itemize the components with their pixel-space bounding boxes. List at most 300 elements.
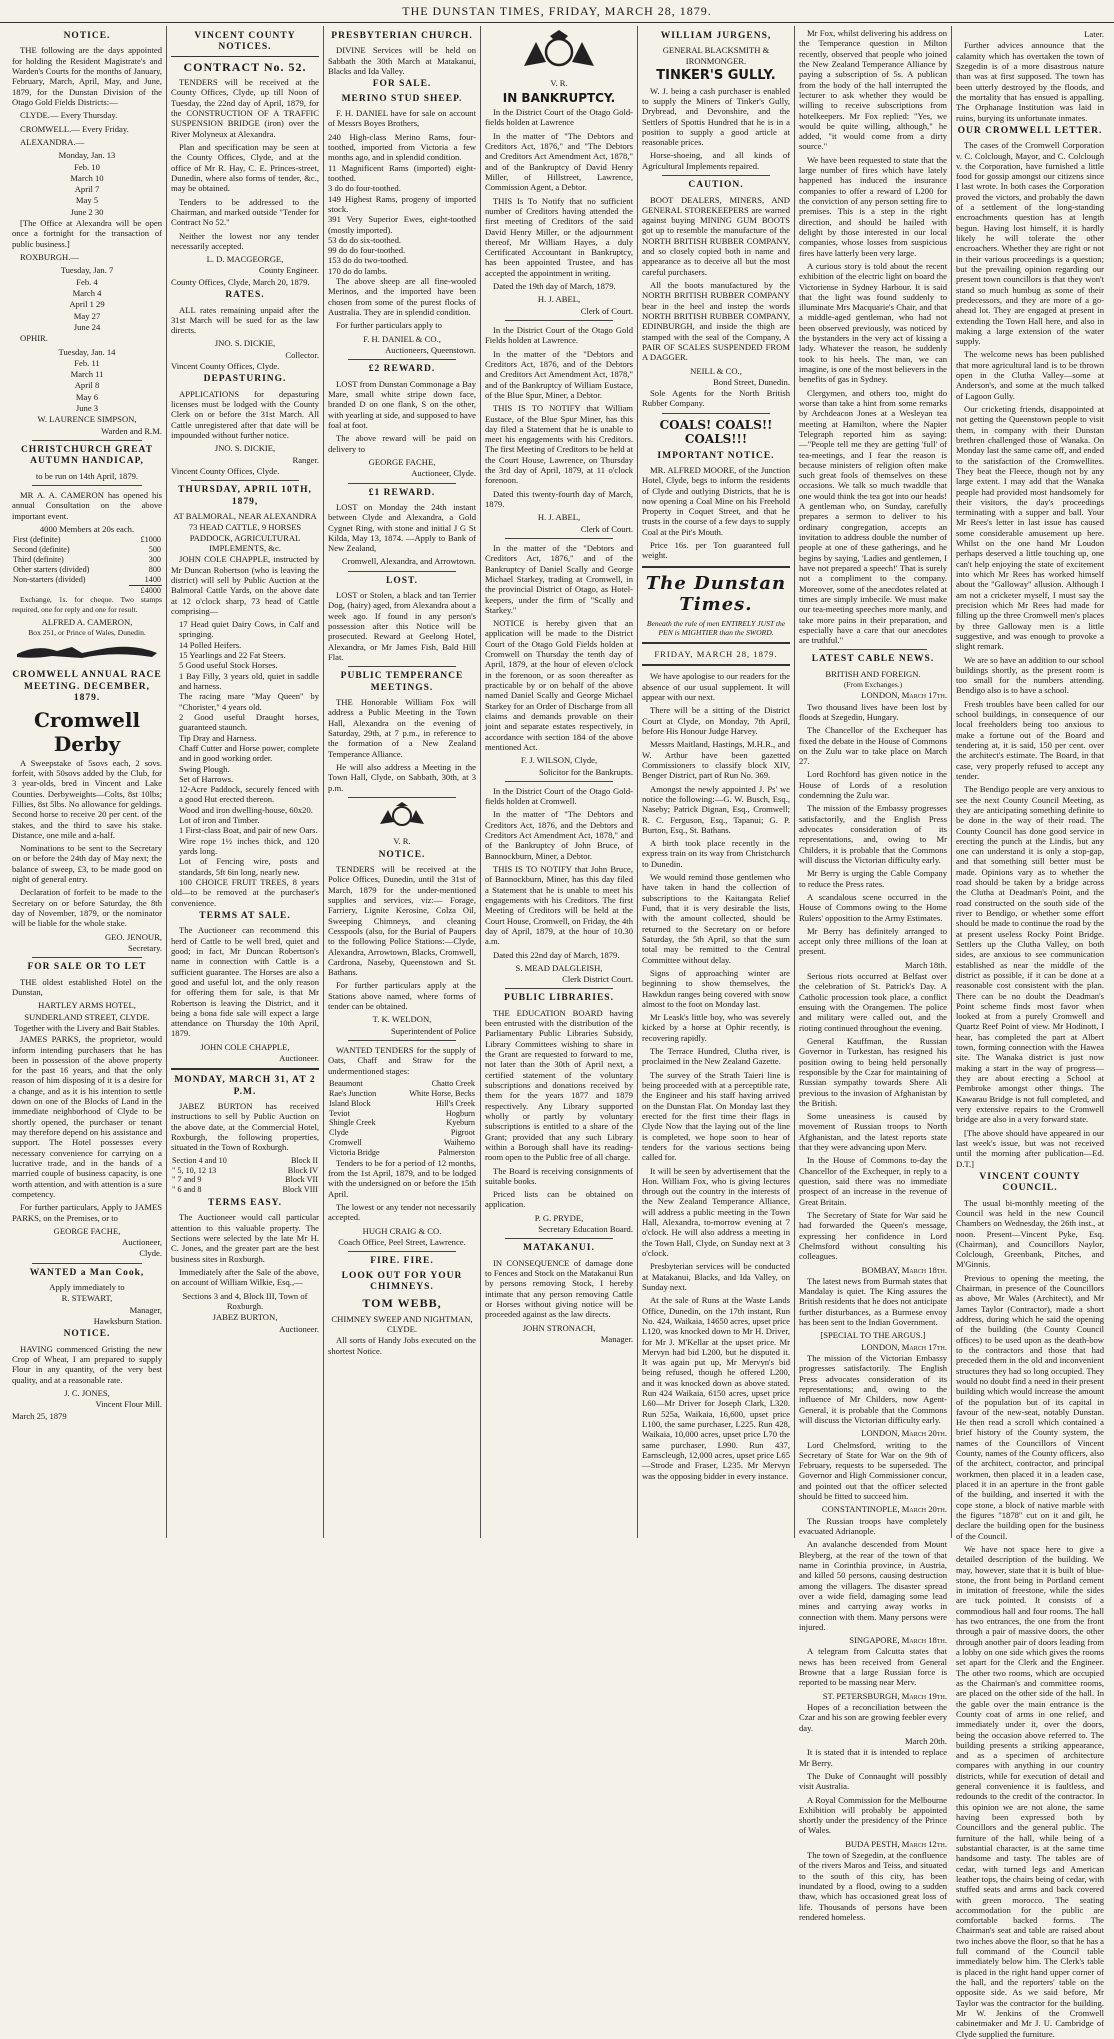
cable-item: General Kauffman, the Russian Governor in Turkestan, has resigned his position owing to being held personally responsible by the Czar for maintaining of Russian sympathy towards Shere Ali previous to the invasion of Afghanistan by the British. [799, 1035, 947, 1108]
cable-item: An avalanche descended from Mount Bleyberg, at the rear of the town of that name in Corinthia province, in Austria, and killed 50 persons, causing destruction among the villagers. The disaster spread over a wide field, damaging some lead mines and carrying away works in connection with them. Many persons were injured. [799, 1539, 947, 1632]
coals-heading: COALS! COALS!! COALS!!! [659, 417, 773, 447]
cable-item: Lord Rochford has given notice in the House of Lords of a resolution condemning the Zulu war. [799, 769, 947, 801]
notice-heading: NOTICE. [63, 31, 111, 41]
cook-role: Manager, [129, 1304, 162, 1315]
cable-item: Some uneasiness is caused by movement of Russian troops to North Afghanistan, and the latest reports state that they were advancing upon Merv. [799, 1111, 947, 1153]
divider [191, 480, 299, 481]
column-2 [167, 26, 324, 1538]
depasturing-body: APPLICATIONS for depasturing licenses must be lodged with the County Clerk on or before the 31st March. All Cattle unregistered after that date will be impounded without further notice. [171, 388, 319, 441]
divider [642, 642, 790, 644]
table-row [328, 1138, 476, 1148]
stage-cell: Clyde [329, 1128, 349, 1138]
after-body: Immediately after the Sale of the above, on account of William Wilkie, Esq.,— [171, 1267, 319, 1288]
hotel-name: HARTLEY ARMS HOTEL, [38, 1000, 136, 1011]
b3-body: In the matter of the "Debtors and Creditors Act, 1876," and of the Bankruptcy of Daniel Scally and George Michael Starkey, trading at Cromwell, in the provincial District of Otago, as Hotel-keepers, under the firm of "Scally and Starkey." [485, 542, 633, 615]
reward1-body: LOST from Dunstan Commonage a Bay Mare, small white stripe down face, branded D on one flank, S on the other, with yearling at side, and supposed to have foal at foot. [328, 378, 476, 430]
stage-cell: White Horse, Becks [409, 1088, 475, 1098]
stages-table [328, 1079, 476, 1158]
libraries-body-2: The Board is receiving consignments of suitable books. [485, 1165, 633, 1186]
table-row [171, 1166, 319, 1176]
contract-body: TENDERS will be received at the County Offices, Clyde, up till Noon of Tuesday, the 22nd day of April, 1879, for the CONSTRUCTION OF A TRAFFIC SUSPENSION BRIDGE (iron) over the River Molyneux at Alexandra. [171, 77, 319, 139]
divider [348, 797, 456, 798]
table-row [328, 1118, 476, 1128]
b3-signature: F. J. WILSON, Clyde, [520, 755, 598, 766]
divider [348, 666, 456, 667]
roxburgh-date: May 27 [73, 310, 101, 321]
editorial-paragraph: There will be a sitting of the District Court at Clyde, on Monday, 7th April, before His Honour Judge Harvey. [642, 705, 790, 737]
merino-body: F. H. DANIEL have for sale on account of Messrs Boyes Brothers, [328, 108, 476, 129]
roxburgh-date: June 24 [73, 321, 101, 332]
list-item: Lot of Fencing wire, posts and standards, 5ft 6in long, nearly new. [179, 856, 319, 877]
merino-list [328, 132, 476, 276]
divider [662, 413, 770, 414]
list-item: 1 First-class Boat, and pair of new Oars. [179, 825, 318, 836]
editorial-paragraph: Messrs Maitland, Hastings, M.H.R., and W. Arthur have been gazetted Commissioners to classify block XIV, Benger District, part of Run No. 369. [642, 739, 790, 781]
cable-item: Mr Berry has definitely arranged to accept only three millions of the loan at present. [799, 925, 947, 957]
alexandra-date: April 7 [74, 184, 100, 195]
section-cell: " 7 and 9 [172, 1175, 202, 1185]
lost-body: LOST or Stolen, a black and tan Terrier Dog, (hairy) aged, from Alexandra about a week ago. If found in any person's possession after this Notice will be prosecuted. Reward at Geelong Hotel, Alexandra, or Mr James Fish, Bald Hill Flat. [328, 590, 476, 663]
divider [505, 538, 613, 539]
hotel-address: SUNDERLAND STREET, CLYDE. [24, 1011, 150, 1022]
alexandra-note: [The Office at Alexandra will be open once a fortnight for the transaction of public business.] [12, 218, 162, 249]
prize-total-row [12, 585, 162, 595]
cup-sub: to be run on 14th April, 1879. [35, 470, 139, 481]
caution-body-2: All the boots manufactured by the NORTH BRITISH RUBBER COMPANY bear in the heel and instep the words NORTH BRITISH RUBBER COMPANY, EDINBURGH, and inside the thigh are stamped with the seal of the Company, A PAIR OF SCALES SUSPENDED FROM A DAGGER. [642, 280, 790, 363]
block-cell: Block II [290, 1155, 318, 1165]
terms-body: The Auctioneer can recommend this herd of Cattle to be well bred, quiet and good; in fact, Mr Duncan Robertson's name in connection with Cattle is a sufficient guarantee. The Horses are also a good and useful lot, and the only reason for offering them for sale, is that Mr Robertson is leaving the District, and it being a bona fide sale will expect a large attendance on Thursday the 10th April, 1879. [171, 925, 319, 1039]
divider [348, 571, 456, 572]
letter-paragraph: We are so have an addition to our school buildings shortly, as the present room is too small for the numbers attending. Bendigo also is to have a school. [956, 654, 1104, 696]
notice2-date: March 25, 1879 [12, 1410, 67, 1421]
b4-body: In the District Court of the Otago Gold-fields holden at Cromwell. [485, 785, 633, 807]
b1-body-2: In the matter of "The Debtors and Creditors Act, 1876," and "The Debtors and Creditors Act Amendment Act, 1878," and of the Bankruptcy of David Henry Miller, of Hillstreet, Lawrence, Commission Agent, a Debtor. [485, 130, 633, 193]
cable-dateline: LONDON, March 17th. [861, 690, 947, 701]
divider [505, 1238, 613, 1239]
column-5 [638, 26, 795, 1538]
fire-heading: FIRE. FIRE. [370, 1256, 434, 1267]
prize-name: Second (definite) [13, 545, 70, 555]
ophir-date: June 3 [75, 403, 99, 414]
council-heading: VINCENT COUNTY COUNCIL. [979, 1171, 1081, 1194]
table-row [171, 1185, 319, 1195]
issue-date: FRIDAY, MARCH 28, 1879. [654, 649, 778, 660]
contract-body-3: Tenders to be addressed to the Chairman, and marked outside "Tender for Contract No 52." [171, 196, 319, 228]
editorial-paragraph: The Terrace Hundred, Clutha river, is proclaimed in the New Zealand Gazette. [642, 1046, 790, 1067]
b1-signature: H. J. ABEL, [537, 294, 581, 305]
tinkers-heading: TINKER'S GULLY. [656, 68, 776, 84]
b1-body: In the District Court of the Otago Gold-fields holden at Lawrence [485, 107, 633, 128]
cable-item: Hopes of a reconciliation between the Czar and his son are growing feebler every day. [799, 1702, 947, 1733]
b2-signature: H. J. ABEL, [537, 512, 581, 523]
important-notice-heading: IMPORTANT NOTICE. [657, 450, 775, 461]
cable-dateline: LONDON, March 17th. [861, 1341, 947, 1352]
b4-signature: S. MEAD DALGLEISH, [515, 962, 603, 973]
cable-item: A Royal Commission for the Melbourne Exhibition will probably be appointed shortly under the presidency of the Prince of Wales. [799, 1794, 947, 1836]
balmoral-date: THURSDAY, APRIL 10TH, 1879, [178, 485, 312, 507]
reward1-heading: £2 REWARD. [368, 364, 436, 375]
terms-role: Auctioneer. [279, 1053, 319, 1064]
tenders-body: WANTED TENDERS for the supply of Oats, Chaff and Straw for the undermentioned stages: [328, 1045, 476, 1076]
fache-place: Clyde. [139, 1248, 162, 1259]
letter-paragraph: [The above should have appeared in our last week's issue, but was not received until the morning after publication—Ed. D.T.] [956, 1127, 1104, 1169]
caution-address: Bond Street, Dunedin. [713, 376, 790, 387]
derby-body-3: Declaration of forfeit to be made to the Secretary on or before Saturday, the 8th day of November, 1879, or the nominator will be liable for the whole stake. [12, 887, 162, 929]
editorial-paragraph: We have been requested to state that the large number of fires which have lately happened has induced the insurance companies to offer a reward of L200 for the conviction of any person setting fire to premises. This is a step in the right direction, and should be hailed with delight by those interested in our local companies, whose losses from suspicious fires have latterly been very large. [799, 154, 947, 258]
after-signature: JABEZ BURTON, [212, 1312, 278, 1323]
list-item: Wood and iron dwelling-house, 60x20. [179, 804, 313, 815]
divider [32, 1263, 142, 1264]
table-row [328, 1099, 476, 1109]
rates-heading: RATES. [225, 290, 265, 301]
tenders-place: Coach Office, Peel Street, Lawrence. [338, 1236, 466, 1247]
b4-body-3: THIS IS TO NOTIFY that John Bruce, of Bannockburn, Miner, has this day filed a Statement that he is unable to meet his engagements with his Creditors. The first Meeting of Creditors will be held at the Court House, Cromwell, on Friday, the 4th day of April, 1879, at the hour of 10.30 a.m. [485, 864, 633, 947]
alexandra-date: Feb. 10 [74, 161, 100, 172]
prize-name: Other starters (divided) [13, 564, 90, 574]
prize-name: First (definite) [13, 535, 61, 545]
cook-place: Hawksburn Station. [93, 1316, 162, 1327]
hotel-line: Together with the Livery and Bait Stables. [14, 1022, 160, 1033]
stage-cell: Chatto Creek [431, 1078, 475, 1088]
list-item: Chaff Cutter and Horse power, complete and in good working order. [179, 742, 319, 764]
editorial-paragraph: Mr Leask's little boy, who was severely kicked by a horse at Ophir recently, is recovering rapidly. [642, 1012, 790, 1043]
cable-dateline: BOMBAY, March 18th. [861, 1264, 947, 1275]
prize-amount: 1400 [144, 574, 161, 584]
divider [32, 485, 142, 486]
stage-cell: Hogburn [445, 1108, 475, 1118]
cook-body: Apply immediately to [49, 1282, 125, 1293]
b4-date: Dated this 22nd day of March, 1879. [493, 949, 620, 960]
b1-body-3: THIS Is To Notify that no sufficient number of Creditors having attended the first meeting of Creditors of the said David Henry Miller, or the adjournment thereof, Mr William Hayes, a duly Certificated Accountant in Bankruptcy, has been appointed Trustee, and has accepted the appointment in writing. [485, 195, 633, 278]
cable-item: A scandalous scene occurred in the House of Commons owing to the Home Rulers' opposition to the Army Estimates. [799, 891, 947, 923]
prize-row [12, 575, 162, 585]
jurgens-role: GENERAL BLACKSMITH & IRONMONGER. [662, 45, 770, 66]
prize-amount: £1000 [140, 535, 161, 545]
merino-heading: MERINO STUD SHEEP. [341, 93, 463, 104]
column-1 [8, 26, 167, 1538]
balmoral-body: JOHN COLE CHAPPLE, instructed by Mr Duncan Robertson (who is leaving the district) will sell by Public Auction at the Balmoral Cattle Yards, on the above date at 12 o'clock sharp, 73 head of Cattle comprising— [171, 554, 319, 616]
editorial-paragraph: Further advices announce that the calamity which has overtaken the town of Szegedin is of a more disastrous nature than was at first supposed. The town has been utterly destroyed by the floods, and the mortality that has ensued is appalling. The Orphanage Institution was laid in ruins, burying its unfortunate inmates. [956, 40, 1104, 123]
ophir-date: May 6 [75, 391, 99, 402]
prize-row [12, 565, 162, 575]
libraries-signature: P. G. PRYDE, [534, 1212, 584, 1223]
alexandra-date: Monday, Jan. 13 [58, 150, 116, 161]
depasturing-date: Vincent County Offices, Clyde. [171, 465, 280, 476]
cameron-signature: ALFRED A. CAMERON, [41, 616, 133, 627]
council-paragraph: The usual bi-monthly meeting of the Council was held in the new Council Chambers on Wednesday, the 26th inst., at noon. Present—Vincent Pyke, Esq. (Chairman), and Councillors Naylor, Colclough, Greenbank, Pitches, and M'Ginnis. [956, 1197, 1104, 1270]
cable-heading: LATEST CABLE NEWS. [811, 654, 935, 665]
letter-paragraph: The welcome news has been published that more agricultural land is to be thrown open in the Clutha Valley—some at Anderson's, and some at the much talked of Lagoon Gully. [956, 349, 1104, 401]
prize-amount: 800 [148, 564, 161, 574]
sale-body: THE oldest established Hotel on the Dunstan, [12, 976, 162, 997]
sections-table [171, 1156, 319, 1195]
reward2-place: Cromwell, Alexandra, and Arrowtown. [341, 556, 476, 567]
divider [348, 483, 456, 484]
block-cell: Block IV [287, 1165, 318, 1175]
balmoral-list [171, 619, 319, 877]
list-item: 17 Head quiet Dairy Cows, in Calf and springing. [179, 619, 319, 640]
divider [171, 1068, 319, 1070]
cameron-address: Box 251, or Prince of Wales, Dunedin. [28, 627, 146, 637]
divider [505, 781, 613, 782]
church-heading: PRESBYTERIAN CHURCH. [331, 31, 473, 41]
cable-item: The Chancellor of the Exchequer has fixed the debate in the House of Commons on the Zulu war to take place on March 27. [799, 725, 947, 767]
notice2-signature: J. C. JONES, [64, 1388, 110, 1399]
chimney-body: All sorts of Handy Jobs executed on the shortest Notice. [328, 1335, 476, 1356]
list-item: Tip Dray and Harness. [179, 732, 257, 743]
police-notice-body-2: For further particulars apply at the Stations above named, where forms of tender can be obtained. [328, 980, 476, 1012]
warden-signature: W. LAURENCE SIMPSON, [37, 414, 137, 425]
chimney-heading: LOOK OUT FOR YOUR CHIMNEYS. [341, 1270, 463, 1292]
table-row [328, 1148, 476, 1158]
important-notice-price: Price 16s. per Ton guaranteed full weight. [642, 540, 790, 561]
cable-item: The mission of the Embassy progresses satisfactorily, and the English Press advocates consideration of its representations, and, owing to Mr Childers, it is probable that the Commons will discuss the Victorian difficulty early. [799, 803, 947, 865]
reward1-role: Auctioneer, Clyde. [411, 468, 476, 479]
cable-dateline: LONDON, March 20th. [861, 1428, 947, 1439]
stage-cell: Palmerston [438, 1147, 475, 1157]
divider [505, 988, 613, 989]
table-row [171, 1175, 319, 1185]
cook-heading: WANTED a Man Cook, [29, 1267, 145, 1278]
b1-date: Dated the 19th day of March, 1879. [493, 281, 616, 292]
terms2-heading: TERMS EASY. [207, 1198, 282, 1209]
editorial-paragraph: The survey of the Strath Taieri line is being proceeded with at a perceptible rate, the Engineer and his staff having arrived on the Dunstan Flat. On Monday last they erected for the first time their flags in Clyde Now that the laying out of the line is completed, we hope soon to hear of tenders for the various sections being called for. [642, 1069, 790, 1163]
cook-signature: R. STEWART, [61, 1293, 113, 1304]
cable-dateline: March 18th. [904, 959, 947, 970]
list-item: 2 Good useful Draught horses, guaranteed staunch. [179, 711, 319, 733]
section-cell: " 6 and 8 [172, 1185, 202, 1195]
balmoral-place: AT BALMORAL, NEAR ALEXANDRA [173, 511, 317, 522]
ophir-date: March 11 [70, 369, 104, 380]
divider [642, 566, 790, 568]
libraries-heading: PUBLIC LIBRARIES. [504, 993, 614, 1004]
list-item: 99 do do four-toothed. [328, 245, 406, 256]
stage-cell: Hill's Creek [436, 1098, 475, 1108]
letter-paragraph: Fresh troubles have been called for our school buildings, in consequence of our local freeholders being too anxious to make a fortune out of the Board and tendering at, it is said, 150 per cent. over the architect's estimate. The Board, in that case, very properly refused to accept any tender. [956, 698, 1104, 781]
list-item: 170 do do lambs. [328, 265, 388, 276]
editorial-paragraph: Clergymen, and others too, might do worse than take a hint from some remarks by Archdeacon Jones at a Wesleyan tea meeting at Hamilton, where the Napier Telegraph reported him as saying:—"People tell me they are getting 'full' of tea-meetings, and I fear the reason is because ministers of religion often make such great fools of themselves on these occasions. We talk so much twaddle that one would think the tea got into our heads! A gentleman who, on Sunday, carefully prepares a sermon to deliver to his ordinary congregation, accepts an invitation to address double the number of people at one of these gatherings, and he begins by saying, 'Ladies and gentlemen, I have not prepared a speech!' That is surely not a compliment to the company. Moreover, some of the anecdotes related at times are simply imbecile. We must make our tea-meeting speeches more manly, and take more pains in their preparation, and especially have a care that our anecdotes are truthful." [799, 387, 947, 646]
cable-dateline: SINGAPORE, March 18th. [849, 1635, 947, 1646]
table-row [328, 1079, 476, 1089]
reward2-body: LOST on Monday the 24th instant between Clyde and Alexandra, a Gold Cygnet Ring, with stone and initial J G St Kilda, May 13, 1874. —Apply to Bank of New Zealand, [328, 501, 476, 554]
caution-footer: Sole Agents for the North British Rubber Company. [642, 388, 790, 409]
list-item: 14 Polled Heifers. [179, 639, 242, 650]
derby-title: Cromwell Derby [33, 707, 141, 756]
stage-cell: Teviot [329, 1108, 350, 1118]
prize-name: Non-starters (divided) [13, 574, 86, 584]
roxburgh-date: Feb. 4 [76, 276, 98, 287]
prize-amount: 300 [148, 555, 161, 565]
cup-heading: CHRISTCHURCH GREAT AUTUMN HANDICAP, [20, 445, 154, 467]
b2-date: Dated this twenty-fourth day of March, 1879. [485, 488, 633, 510]
hotel-body-2: For further particulars, Apply to JAMES PARKS, on the Premises, or to [12, 1202, 162, 1223]
divider [32, 440, 142, 441]
caution-signature: NEILL & CO., [690, 365, 742, 376]
stage-cell: Rae's Junction [329, 1088, 377, 1098]
jurgens-body: W. J. being a cash purchaser is enabled to supply the Miners of Tinker's Gully, Drybread, and Devonshire, and the Settlers of Spottis Hundred that he is in a position to supply a good article at reasonable prices. [642, 85, 790, 148]
cable-item: The Duke of Connaught will possibly visit Australia. [799, 1770, 947, 1792]
monday-body: JABEZ BURTON has received instructions to sell by Public Auction on the above date, at the Commercial Hotel, Roxburgh, the following properties, situated in the Town of Roxburgh. [171, 1101, 319, 1153]
rates-body: ALL rates remaining unpaid after the 31st March will be sued for as the law directs. [171, 304, 319, 336]
divider [642, 664, 790, 666]
contract-signature: L. D. MACGEORGE, [206, 254, 284, 265]
bankruptcy-heading: IN BANKRUPTCY. [502, 90, 616, 105]
cable-dateline: BUDA PESTH, March 12th. [845, 1838, 947, 1849]
caution-body: BOOT DEALERS, MINERS, AND GENERAL STOREKEEPERS are warned against buying MINING GUM BOOTS got up to resemble the manufacture of the NORTH BRITISH RUBBER COMPANY, and so closely copied both in name and appearance as to deceive all but the most careful purchasers. [642, 194, 790, 277]
caution-heading: CAUTION. [688, 180, 744, 191]
divider [348, 1040, 456, 1041]
rates-role: Collector. [285, 349, 319, 360]
monday-heading: MONDAY, MARCH 31, AT 2 P.M. [174, 1075, 316, 1097]
sale-heading: FOR SALE OR TO LET [27, 962, 147, 973]
editorial-paragraph: Amongst the newly appointed J. Ps' we notice the following:—G. W. Busch, Esq., Naseby; Patrick Dignan, Esq., Cromwell; R. C. Ferguson, Esq., Tapanui; G. P. Burton, Esq., St. Bathans. [642, 783, 790, 835]
stage-cell: Island Block [329, 1098, 371, 1108]
church-body: DIVINE Services will be held on Sabbath the 30th March at Matakanui, Blacks and Ida Valley. [328, 45, 476, 77]
tenders-body-3: The lowest or any tender not necessarily accepted. [328, 1201, 476, 1223]
page-header [0, 0, 1114, 23]
derby-body: A Sweepstake of 5sovs each, 2 sovs. forfeit, with 50sovs added by the Club, for 3 year-olds, bred in Vincent and Lake Counties. Derbyweights—Colts, 8st 10lbs; Fillies, 8st 5lbs. No allowance for geldings. Second horse to receive 20 per cent. of the stakes, and the third to save his stake. Distance, one mile and a-half. [12, 757, 162, 840]
divider [505, 320, 613, 321]
list-item: 11 Magnificent Rams (imported) eight-toothed. [328, 162, 476, 183]
chimney-role: CHIMNEY SWEEP AND NIGHTMAN, CLYDE. [331, 1313, 473, 1335]
depasturing-role: Ranger. [292, 454, 319, 465]
alexandra-label: ALEXANDRA.— [20, 136, 85, 147]
police-signature: T. K. WELDON, [372, 1014, 432, 1025]
ophir-date: Feb. 11 [74, 357, 100, 368]
b2-body: In the District Court of the Otago Gold Fields holden at Lawrence. [485, 325, 633, 346]
list-item: Set of Harrows. [179, 773, 234, 784]
derby-body-2: Nominations to be sent to the Secretary on or before the 24th day of May next; the balance of sweep, £3, to be made good on night of general entry. [12, 843, 162, 885]
clyde-court: CLYDE.— Every Thursday. [20, 110, 118, 121]
section-cell: Section 4 and 10 [172, 1155, 227, 1165]
cable-dateline: CONSTANTINOPLE, March 20th. [821, 1504, 947, 1515]
b4-role: Clerk District Court. [562, 974, 633, 985]
balmoral-sub: 73 HEAD CATTLE, 9 HORSES PADDOCK, AGRICULTURAL IMPLEMENTS, &c. [188, 522, 302, 553]
temperance-body-2: He will also address a Meeting in the Town Hall, Clyde, on Sabbath, 30th, at 3 p.m. [328, 762, 476, 793]
merino-signature: F. H. DANIEL & CO., [363, 333, 441, 344]
list-item: 5 Good useful Stock Horses. [179, 660, 278, 671]
cable-item: The Russian troops have completely evacuated Adrianople. [799, 1515, 947, 1536]
merino-role: Auctioneers, Queenstown. [385, 344, 476, 355]
list-item: 15 Yearlings and 22 Fat Steers. [179, 650, 286, 661]
editorial-paragraph: Presbyterian services will be conducted at Matakanui, Blacks, and Ida Valley, on Sunday next. [642, 1261, 790, 1292]
notice-body: THE following are the days appointed for holding the Resident Magistrate's and Warden's Courts for the months of January, February, March, April, May, and June, 1879, for the Dunstan Division of the Otago Gold Fields Districts:— [12, 45, 162, 107]
table-row [328, 1089, 476, 1099]
roxburgh-date: Tuesday, Jan. 7 [60, 265, 114, 276]
editorial-paragraph: Signs of approaching winter are beginning to show themselves, the Hawkdun ranges being covered with snow almost to the foot on Monday last. [642, 967, 790, 1009]
column-3 [324, 26, 481, 1538]
letter-paragraph: The cases of the Cromwell Corporation v. C. Colclough, Mayor, and C. Colclough v. the Corporation, have furnished a little food for gossip amongst our citizens since I last wrote. In both cases the Corporation proved the victors, and probably the dawn of a settlement of the long-standing encroachments question has at length begun. Having lost himself, it is hardly likely he will tolerate the other encroachers. Whether they are right or not in their various proceedings is a question; but the prevailing opinion regarding our present town councillors is that they won't stand so much humbug as some of their predecessors, and they are more of a go-ahead lot. They are engaged at present in extending the Town Hall here, and also in making a large extension of the water supply. [956, 140, 1104, 347]
hotel-body: JAMES PARKS, the proprietor, would inform intending purchasers that he has been in possession of the above property for the past 16 years, and that the only reason of him disposing of it is a desire for a change, and as it is his intention to settle down on one of the Blocks of Land in the immediate neighborhood of Clyde to be shortly opened, the purchaser or tenant may therefore depend on his assistance and support. The Hotel possesses every necessary convenience for carrying on a lucrative trade, and in the hands of a married couple of business capacity, is one worth attention, and with attention is a sure competency. [12, 1034, 162, 1199]
prize-total: £4000 [129, 585, 162, 595]
ophir-date: April 8 [74, 380, 100, 391]
police-notice-body: TENDERS will be received at the Police Offices, Dunedin, until the 31st of March, 1879 for the under-mentioned supplies and services, viz:— Forage, Farriery, Lignite Kerosine, Colza Oil, Sweeping Chimneys, and cleaning Cesspools (also, for the Burial of Paupers to the following Police Stations:—Clyde, Alexandra, Arrowtown, Blacks, Cromwell, Cardrona, Naseby, Queenstown and St. Bathans. [328, 864, 476, 978]
column-7 [952, 26, 1108, 2039]
divider [662, 175, 770, 176]
chimney-name: TOM WEBB, [362, 1296, 442, 1311]
merino-body-2: The above sheep are all fine-wooled Merinos, and the imported have been chosen from some of the purest flocks of Australia. They are in splendid condition. [328, 276, 476, 318]
ophir-date: Tuesday, Jan. 14 [58, 346, 116, 357]
prize-table [12, 535, 162, 595]
ophir-label: OPHIR. [20, 333, 48, 344]
jurgens-body-2: Horse-shoeing, and all kinds of Agricultural Implements repaired. [642, 150, 790, 171]
derby-signature: GEO. JENOUR, [104, 931, 162, 942]
stage-cell: Cromwell [329, 1138, 362, 1148]
rates-date: Vincent County Offices, Clyde. [171, 361, 280, 372]
stage-cell: Waihemo [443, 1138, 475, 1148]
list-item: 240 High-class Merino Rams, four-toothed, imported from Victoria a few months ago, and in splendid condition. [328, 131, 476, 163]
column-6 [795, 26, 952, 1922]
prize-row [12, 555, 162, 565]
contract-date: County Offices, Clyde, March 20, 1879. [171, 276, 310, 287]
list-item: Wire rope 1½ inches thick, and 120 yards long. [179, 835, 319, 857]
contract-body-4: Neither the lowest nor any tender necessarily accepted. [171, 230, 319, 251]
list-item: 1 Bay Filly, 3 years old, quiet in saddle and harness. [179, 670, 319, 692]
table-row [328, 1128, 476, 1138]
letter-paragraph: The Bendigo people are very anxious to see the next County Council Meeting, as they are anticipating something definite to be done in the way of their road. The County Council has done good service in erecting the punch at the Lindis, but any one can understand it is only a stop-gap, and that something still better must be made. Opinions vary as to whether the road should be taken by a bridge across the Clutha at Deadman's Point, and the road constructed on the south side of the river to Bendigo, or whether some effort should be made to continue the road by the at present useless Rocky Point Bridge. Settlers up the Clutha Valley, on both sides, are anxious to see communication established as near the middle of the district as possible, if it can be done at a reasonable cost consistent with the plan. There can be no doubt the Deadman's Point scheme finds most favor when looked at from a purely Cromwell and Quartz Reef Point of view. Mr Hodinott, I hear, has completed the part at Albert town, forming connection with the Hawea site. The Wanaka district is just now making a start in the way of progress—they are about erecting a School at Pembroke amongst other things. The Kawarau Bridge is not full completed, and very extensive repairs to the Cromwell bridge are also in a very forward state. [956, 784, 1104, 1125]
horse-race-icon [12, 639, 162, 667]
notice2-heading: NOTICE. [63, 1329, 111, 1340]
reward1-body-2: The above reward will be paid on delivery to [328, 433, 476, 454]
cable-source: (From Exchanges.) [843, 680, 903, 690]
table-row [171, 1156, 319, 1166]
cable-item: The mission of the Victorian Embassy progresses satisfactorily. The English Press advocates consideration of its representations; and, owing to the influence of Mr Childers, now Agent-General, it is probable that the Commons will discuss the Victorian difficulty early. [799, 1353, 947, 1425]
cable-item: Mr Berry is urging the Cable Company to reduce the Press rates. [799, 868, 947, 889]
header-title: THE DUNSTAN TIMES, FRIDAY, MARCH 28, 1879. [402, 4, 712, 18]
cameron-body: MR A. A. CAMERON has opened his annual Consultation on the above important event. [12, 490, 162, 521]
libraries-body-3: Priced lists can be obtained on application. [485, 1189, 633, 1210]
cable-item: Serious riots occurred at Belfast over the celebration of St. Patrick's Day. A Catholic procession took place, a conflict ensuing with the Orangemen. The police and military were called out, and the rioting continued throughout the evening. [799, 971, 947, 1033]
cable-dateline: ST. PETERSBURGH, March 19th. [822, 1690, 947, 1701]
temperance-body: THE Honorable William Fox will address a Public Meeting in the Town Hall, Alexandra on the evening of Saturday, 29th, at 7 p.m., in reference to the formation of a New Zealand Temperance Alliance. [328, 697, 476, 759]
block-cell: Block VIII [282, 1185, 318, 1195]
roxburgh-label: ROXBURGH.— [20, 252, 79, 263]
libraries-role: Secretary Education Board. [538, 1224, 633, 1235]
list-item: Swing Plough. [179, 763, 230, 774]
cable-item: Lord Chelmsford, writing to the Secretary of State for War on the 9th of February, requests to be superseded. The Governor and High Commissioner concur, and pointed out that the officer selected should be fitted to succeed him. [799, 1439, 947, 1502]
b2-role: Clerk of Court. [580, 523, 633, 534]
cable-item: The town of Szegedin, at the confluence of the rivers Maros and Teiss, and situated to the south of this city, has been inundated by a flood, owing to a sudden thaw, which has occasioned great loss of life. Thousands of persons have been rendered homeless. [799, 1850, 947, 1922]
masthead: The Dunstan Times. [645, 572, 787, 616]
matakanui-body: IN CONSEQUENCE of damage done to Fences and Stock on the Matakanui Run by persons removing Stock, I hereby intimate that any person removing Cattle or Horses without giving notice will be proceeded against as the law directs. [485, 1257, 633, 1320]
editorial-paragraph: Mr Fox, whilst delivering his address on the Temperance question in Milton recently, observed that people who joined the New Zealand Temperance Alliance by paying a subscription of 5s. A publican from the body of the hall interrupted the lecturer to ask whether they would be willing to receive subscriptions from hotelkeepers. Mr Fox replied: "Yes, we would be quite willing, although," he added, "it would come from a dirty source." [799, 28, 947, 152]
contract-role: County Engineer. [258, 265, 319, 276]
cameron-sub: 4000 Members at 20s each. [39, 524, 135, 535]
editorial-paragraph: A birth took place recently in the express train on its way from Christchurch to Dunedin. [642, 838, 790, 869]
roxburgh-date: April 1 29 [69, 299, 105, 310]
police-notice-heading: NOTICE. [378, 849, 426, 860]
later-label: Later. [1084, 29, 1104, 39]
letter-paragraph: Our cricketing friends, disappointed at not getting the Queenstown people to visit them, in company with their Dunstan brethren challenged those of Wanaka. On Monday last the same came off, and ended to the satisfaction of the Cromwellites. They beat the Fleece, though not by any large extent. I may add that the Wanaka people had provided most handsomely for their visitors, the day's proceedings terminating with a supper and ball. Your Mr Rees's letter in last issue has caused some considerable amusement up here. Whilst on the one hand Mr Loudon perhaps deserved a little touching up, one can't help enjoying the state of excitement into which Mr Rees has worked himself about the "Galloway" allusion. Although I am not a cricketer myself, I must say the precision which Mr Rees had made for filling up the three Cromwell men's places by three Galloway men is a little suggestive, and was enough to provoke a slight remark. [956, 404, 1104, 652]
lost-heading: LOST. [385, 575, 418, 586]
table-row [328, 1109, 476, 1119]
editorial-paragraph: We have apologise to our readers for the absence of our usual supplement. It will appear with our next. [642, 671, 790, 703]
royal-crest-icon [328, 802, 476, 834]
after-sections: Sections 3 and 4, Block III, Town of Roxburgh. [182, 1290, 308, 1311]
vincent-heading: VINCENT COUNTY NOTICES. [171, 31, 319, 57]
warden-role: Warden and R.M. [101, 425, 162, 436]
prize-row [12, 545, 162, 555]
editorial-paragraph: We would remind those gentlemen who have taken in hand the collection of subscriptions to the Kaitangata Relief Fund, that it is very desirable the lists, with the amount collected, should be returned to the Secretary on or before Saturday, the 5th April, so that the sum total may be remitted to the Central Committee without delay. [642, 872, 790, 965]
prize-name: Third (definite) [13, 555, 64, 565]
vr-label: V. R. [550, 78, 568, 89]
divider [32, 957, 142, 958]
b2-body-2: In the matter of the "Debtors and Creditors Act, 1876, and of the Debtors and Creditors Act Amendment Act, 1878," and of the Bankruptcy of William Eustace, of the Blue Spur, Miner, a Debtor. [485, 348, 633, 400]
reward2-heading: £1 REWARD. [368, 487, 436, 498]
stage-cell: Pigroot [450, 1128, 475, 1138]
contract-heading: CONTRACT No. 52. [183, 59, 307, 74]
stage-cell: Shingle Creek [329, 1118, 376, 1128]
